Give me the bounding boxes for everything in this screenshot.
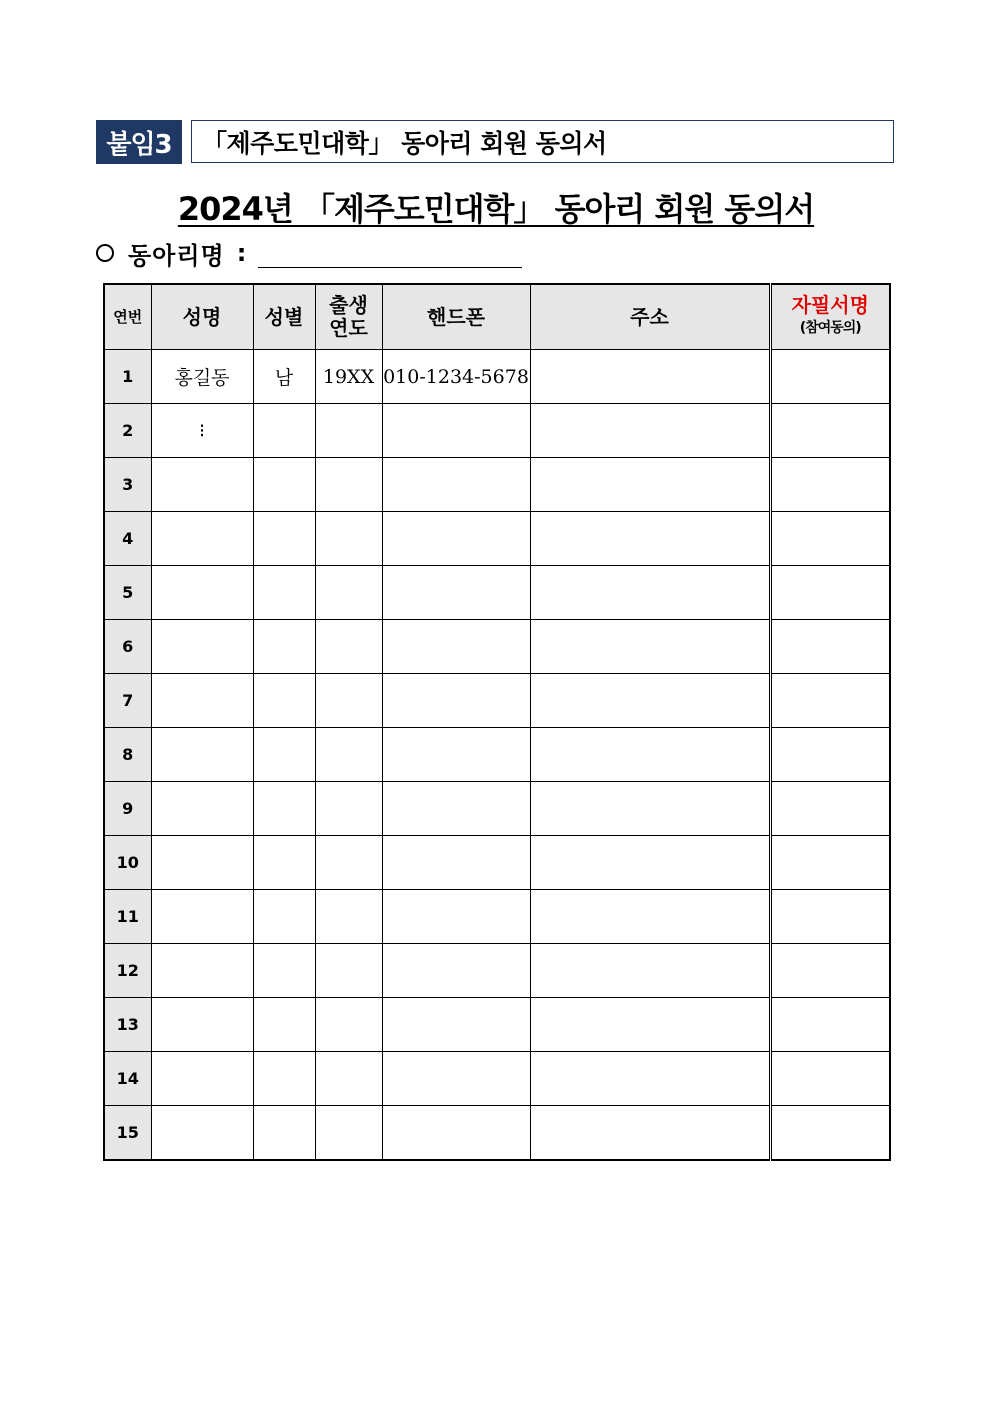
cell-address[interactable] — [530, 620, 770, 674]
table-row — [104, 890, 890, 944]
cell-birth-year[interactable] — [315, 512, 382, 566]
cell-gender[interactable] — [253, 836, 315, 890]
cell-signature[interactable] — [770, 458, 890, 512]
document-title: 2024년 「제주도민대학」 동아리 회원 동의서 — [177, 190, 815, 228]
cell-address[interactable] — [530, 1106, 770, 1161]
cell-signature[interactable] — [770, 998, 890, 1052]
row-number: 12 — [104, 944, 151, 998]
cell-phone[interactable] — [382, 1052, 530, 1106]
table-row — [104, 350, 890, 404]
cell-name[interactable] — [151, 782, 253, 836]
cell-phone[interactable]: 010-1234-5678 — [382, 350, 530, 404]
cell-phone[interactable] — [382, 1106, 530, 1161]
header-birth-year-line1: 출생 — [329, 293, 368, 317]
cell-name[interactable] — [151, 998, 253, 1052]
club-name-colon: : — [236, 239, 247, 267]
table-row — [104, 566, 890, 620]
cell-phone[interactable] — [382, 458, 530, 512]
cell-address[interactable] — [530, 512, 770, 566]
header-address: 주소 — [530, 284, 770, 350]
cell-signature[interactable] — [770, 890, 890, 944]
cell-birth-year[interactable] — [315, 782, 382, 836]
row-number: 11 — [104, 890, 151, 944]
cell-signature[interactable] — [770, 350, 890, 404]
cell-birth-year[interactable] — [315, 998, 382, 1052]
cell-address[interactable] — [530, 350, 770, 404]
cell-birth-year[interactable] — [315, 728, 382, 782]
cell-phone[interactable] — [382, 728, 530, 782]
cell-address[interactable] — [530, 566, 770, 620]
table-row — [104, 404, 890, 458]
cell-phone[interactable] — [382, 512, 530, 566]
table-row — [104, 458, 890, 512]
header-signature-label: 자필서명 — [791, 293, 869, 317]
row-number: 8 — [104, 728, 151, 782]
cell-gender[interactable] — [253, 458, 315, 512]
cell-signature[interactable] — [770, 674, 890, 728]
cell-phone[interactable] — [382, 836, 530, 890]
table-row — [104, 728, 890, 782]
cell-address[interactable] — [530, 998, 770, 1052]
cell-birth-year[interactable] — [315, 944, 382, 998]
circle-icon — [96, 244, 114, 262]
cell-birth-year[interactable] — [315, 566, 382, 620]
cell-name[interactable] — [151, 890, 253, 944]
cell-name[interactable] — [151, 728, 253, 782]
cell-birth-year[interactable]: 19XX — [315, 350, 382, 404]
cell-gender[interactable] — [253, 404, 315, 458]
cell-phone[interactable] — [382, 944, 530, 998]
row-number: 3 — [104, 458, 151, 512]
cell-name[interactable] — [151, 1052, 253, 1106]
cell-gender[interactable] — [253, 944, 315, 998]
table-row — [104, 836, 890, 890]
cell-gender[interactable] — [253, 674, 315, 728]
cell-phone[interactable] — [382, 404, 530, 458]
row-number: 5 — [104, 566, 151, 620]
cell-phone[interactable] — [382, 782, 530, 836]
club-name-field[interactable] — [258, 239, 522, 268]
row-number: 15 — [104, 1106, 151, 1161]
cell-gender[interactable] — [253, 890, 315, 944]
header-gender: 성별 — [253, 284, 315, 350]
cell-birth-year[interactable] — [315, 1106, 382, 1161]
row-number: 10 — [104, 836, 151, 890]
header-birth-year — [315, 284, 382, 350]
cell-address[interactable] — [530, 458, 770, 512]
row-number: 7 — [104, 674, 151, 728]
cell-birth-year[interactable] — [315, 404, 382, 458]
cell-phone[interactable] — [382, 998, 530, 1052]
cell-name[interactable]: 홍길동 — [151, 350, 253, 404]
cell-name[interactable] — [151, 836, 253, 890]
table-row — [104, 620, 890, 674]
cell-signature[interactable] — [770, 836, 890, 890]
cell-signature[interactable] — [770, 566, 890, 620]
row-number: 4 — [104, 512, 151, 566]
header-signature-sublabel: (참여동의) — [799, 320, 861, 336]
table-body — [104, 350, 890, 1161]
header-no: 연번 — [104, 284, 151, 350]
cell-address[interactable] — [530, 404, 770, 458]
cell-phone[interactable] — [382, 674, 530, 728]
table-row — [104, 998, 890, 1052]
cell-gender[interactable] — [253, 620, 315, 674]
cell-address[interactable] — [530, 944, 770, 998]
document-title-wrap — [0, 184, 992, 230]
cell-birth-year[interactable] — [315, 1052, 382, 1106]
table-row — [104, 1106, 890, 1161]
header-signature — [770, 284, 890, 350]
cell-phone[interactable] — [382, 566, 530, 620]
cell-signature[interactable] — [770, 1106, 890, 1161]
cell-name[interactable] — [151, 566, 253, 620]
cell-address[interactable] — [530, 674, 770, 728]
cell-signature[interactable] — [770, 728, 890, 782]
cell-name[interactable] — [151, 944, 253, 998]
cell-gender[interactable] — [253, 512, 315, 566]
header-name: 성명 — [151, 284, 253, 350]
table-row — [104, 674, 890, 728]
cell-signature[interactable] — [770, 1052, 890, 1106]
cell-signature[interactable] — [770, 512, 890, 566]
row-number: 2 — [104, 404, 151, 458]
cell-address[interactable] — [530, 728, 770, 782]
cell-signature[interactable] — [770, 944, 890, 998]
cell-gender[interactable]: 남 — [253, 350, 315, 404]
cell-gender[interactable] — [253, 728, 315, 782]
cell-signature[interactable] — [770, 782, 890, 836]
table-row — [104, 512, 890, 566]
cell-name[interactable] — [151, 458, 253, 512]
table-row — [104, 782, 890, 836]
cell-gender[interactable] — [253, 566, 315, 620]
club-name-row — [96, 236, 522, 270]
cell-signature[interactable] — [770, 620, 890, 674]
cell-gender[interactable] — [253, 998, 315, 1052]
row-number: 9 — [104, 782, 151, 836]
cell-address[interactable] — [530, 836, 770, 890]
cell-gender[interactable] — [253, 782, 315, 836]
attachment-title: 「제주도민대학」 동아리 회원 동의서 — [191, 120, 894, 163]
row-number: 1 — [104, 350, 151, 404]
cell-gender[interactable] — [253, 1052, 315, 1106]
row-number: 14 — [104, 1052, 151, 1106]
cell-gender[interactable] — [253, 1106, 315, 1161]
table-row — [104, 1052, 890, 1106]
club-name-label: 동아리명 — [128, 241, 225, 270]
cell-signature[interactable] — [770, 404, 890, 458]
cell-phone[interactable] — [382, 890, 530, 944]
cell-address[interactable] — [530, 1052, 770, 1106]
attachment-tag: 붙임3 — [96, 120, 182, 164]
cell-birth-year[interactable] — [315, 836, 382, 890]
row-number: 13 — [104, 998, 151, 1052]
cell-name[interactable] — [151, 512, 253, 566]
cell-name[interactable] — [151, 1106, 253, 1161]
row-number: 6 — [104, 620, 151, 674]
cell-birth-year[interactable] — [315, 620, 382, 674]
table-row — [104, 944, 890, 998]
table-header-row — [104, 284, 890, 350]
cell-address[interactable] — [530, 782, 770, 836]
header-birth-year-line2: 연도 — [329, 316, 368, 340]
cell-name[interactable] — [151, 674, 253, 728]
cell-phone[interactable] — [382, 620, 530, 674]
header-phone: 핸드폰 — [382, 284, 530, 350]
cell-birth-year[interactable] — [315, 458, 382, 512]
cell-birth-year[interactable] — [315, 674, 382, 728]
cell-address[interactable] — [530, 890, 770, 944]
member-consent-table — [103, 283, 891, 1161]
cell-name[interactable]: ⁝ — [151, 404, 253, 458]
cell-name[interactable] — [151, 620, 253, 674]
cell-birth-year[interactable] — [315, 890, 382, 944]
